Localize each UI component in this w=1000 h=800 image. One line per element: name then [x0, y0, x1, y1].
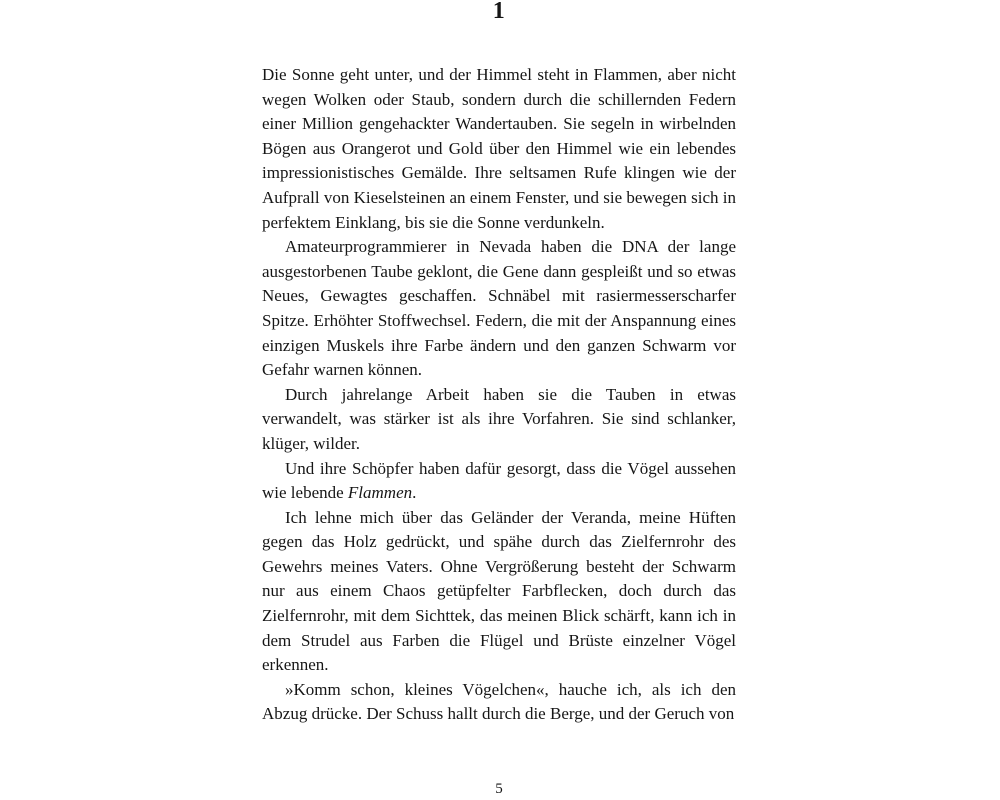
paragraph: [262, 506, 736, 678]
paragraph: [262, 63, 736, 235]
paragraph: [262, 457, 736, 506]
paragraph: [262, 235, 736, 383]
paragraph-text: Durch jahrelange Arbeit haben sie die Tauben in etwas verwandelt, was stärker ist als ihre Vorfahren. Sie sind schlanker, klüger, wilder.: [262, 384, 736, 453]
paragraph: [262, 678, 736, 727]
paragraph: [262, 383, 736, 457]
paragraph-text: .: [412, 483, 417, 503]
page-number: 5: [495, 781, 503, 797]
paragraph-text: Und ihre Schöpfer haben dafür gesorgt, dass die Vögel aussehen wie lebende: [262, 458, 736, 503]
paragraph-text: Amateurprogrammierer in Nevada haben die DNA der lange ausgestorbenen Taube geklont, die Gene dann gespleißt und so etwas Neues, Gewagtes geschaffen. Schnäbel mit rasiermesserscharfer Spitze. Erhöhter Stoffwechsel. Federn, die mit der Anspannung eines einzigen Muskels ihre Farbe ändern und den ganzen Schwarm vor Gefahr warnen können.: [262, 237, 736, 380]
text-block: [262, 63, 736, 727]
paragraph-text-italic: Flammen: [347, 483, 413, 503]
paragraph-text: Ich lehne mich über das Geländer der Veranda, meine Hüften gegen das Holz gedrückt, und spähe durch das Zielfernrohr des Gewehrs meines Vaters. Ohne Vergrößerung besteht der Schwarm nur aus einem Chaos getüpfelter Farbflecken, doch durch das Zielfernrohr, mit dem Sichttek, das meinen Blick schärft, kann ich in dem Strudel aus Farben die Flügel und Brüste einzelner Vögel erkennen.: [262, 507, 736, 675]
chapter-number: 1: [492, 0, 506, 24]
paragraph-text: »Komm schon, kleines Vögelchen«, hauche ich, als ich den Abzug drücke. Der Schuss hallt durch die Berge, und der Geruch von: [262, 679, 736, 724]
paragraph-text: Die Sonne geht unter, und der Himmel steht in Flammen, aber nicht wegen Wolken oder Staub, sondern durch die schillernden Federn einer Million gengehackter Wandertauben. Sie segeln in wirbelnden Bögen aus Orangerot und Gold über den Himmel wie ein lebendes impressionistisches Gemälde. Ihre seltsamen Rufe klingen wie der Aufprall von Kieselsteinen an einem Fenster, und sie bewegen sich in perfektem Einklang, bis sie die Sonne verdunkeln.: [262, 65, 736, 232]
